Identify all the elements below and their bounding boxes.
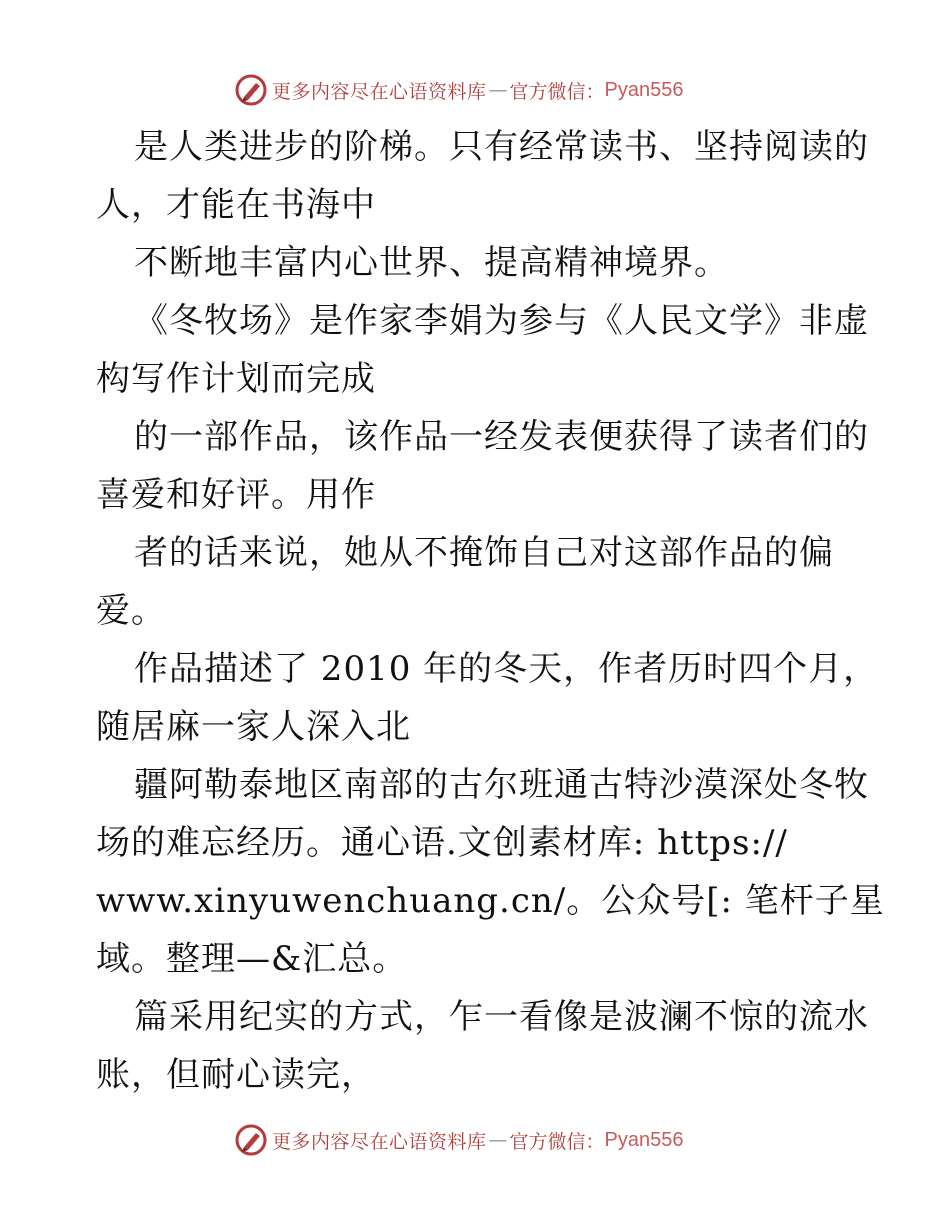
- text-line: 场的难忘经历。通心语.文创素材库: https://: [96, 823, 788, 863]
- text-line: 者的话来说，她从不掩饰自己对这部作品的偏: [134, 533, 834, 573]
- header-wechat-id: Pyan556: [604, 78, 684, 101]
- pen-logo-icon: [234, 1123, 268, 1157]
- header-watermark: [234, 70, 734, 110]
- footer-separator: —: [488, 1129, 508, 1151]
- text-line: 作品描述了 2010 年的冬天，作者历时四个月，: [134, 649, 879, 689]
- text-line: 不断地丰富内心世界、提高精神境界。: [134, 243, 729, 283]
- footer-watermark: [234, 1120, 734, 1160]
- text-line: 爱。: [96, 591, 166, 631]
- header-message: 更多内容尽在心语资料库: [272, 80, 487, 103]
- text-line: 的一部作品，该作品一经发表便获得了读者们的: [134, 417, 869, 457]
- footer-wechat-label: 官方微信：: [509, 1130, 605, 1153]
- text-line: 《冬牧场》是作家李娟为参与《人民文学》非虚: [134, 301, 869, 341]
- text-line: 是人类进步的阶梯。只有经常读书、坚持阅读的: [134, 127, 869, 167]
- document-body: [96, 118, 885, 1104]
- footer-message: 更多内容尽在心语资料库: [272, 1130, 487, 1153]
- pen-logo-icon: [234, 73, 268, 107]
- header-wechat-label: 官方微信：: [509, 80, 605, 103]
- footer-wechat-id: Pyan556: [604, 1128, 684, 1151]
- text-line: www.xinyuwenchuang.cn/。公众号[: 笔杆子星: [96, 881, 885, 921]
- text-line: 构写作计划而完成: [96, 359, 376, 399]
- text-line: 喜爱和好评。用作: [96, 475, 376, 515]
- text-line: 人，才能在书海中: [96, 185, 376, 225]
- text-line: 域。整理—&汇总。: [96, 939, 408, 979]
- text-line: 随居麻一家人深入北: [96, 707, 411, 747]
- header-separator: —: [488, 79, 508, 101]
- text-line: 账，但耐心读完，: [96, 1055, 376, 1095]
- text-line: 篇采用纪实的方式，乍一看像是波澜不惊的流水: [134, 997, 869, 1037]
- text-line: 疆阿勒泰地区南部的古尔班通古特沙漠深处冬牧: [134, 765, 869, 805]
